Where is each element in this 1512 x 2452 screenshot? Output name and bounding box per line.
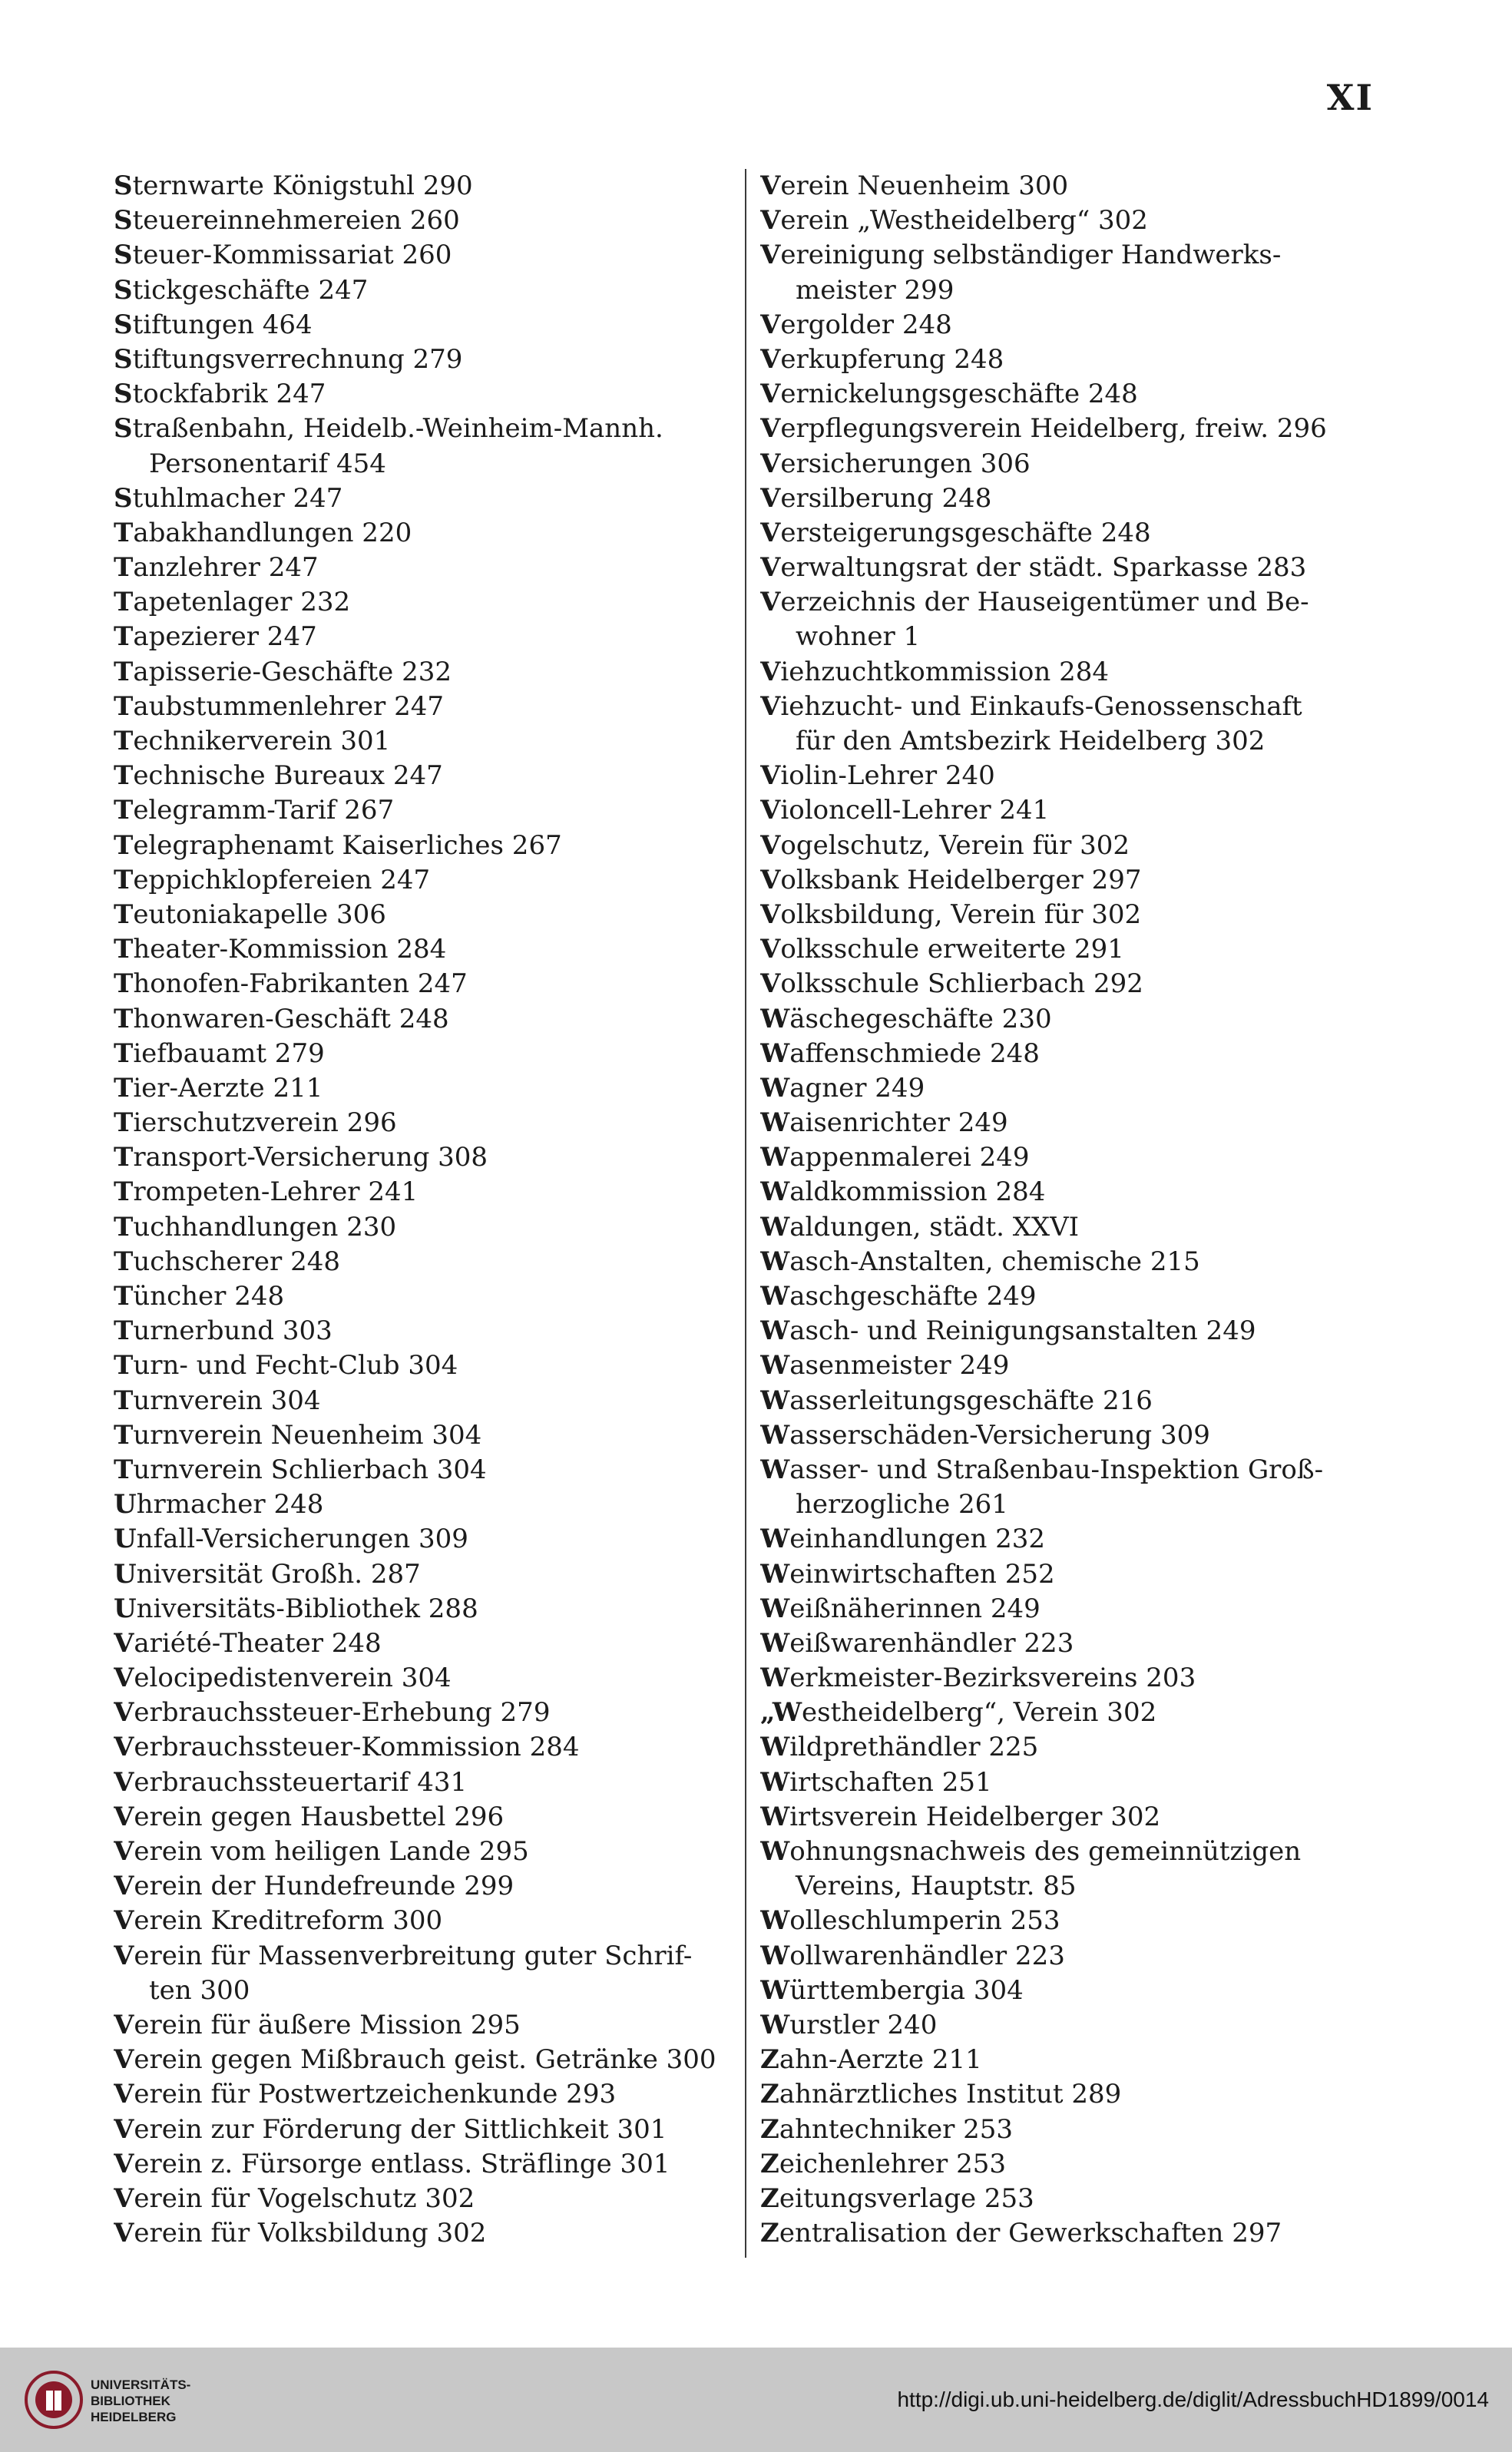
- right-index-column: [760, 169, 1373, 2258]
- left-index-entry: Verein gegen Mißbrauch geist. Getränke 300: [114, 2044, 716, 2076]
- left-index-entry: Uhrmacher 248: [114, 1489, 324, 1521]
- library-name: [91, 2377, 190, 2425]
- right-index-entry: Verkupferung 248: [760, 343, 1004, 375]
- left-index-entry: Steuereinnehmereien 260: [114, 205, 460, 237]
- right-index-entry: Weinhandlungen 232: [760, 1524, 1046, 1555]
- left-index-entry: Stiftungsverrechnung 279: [114, 343, 463, 375]
- right-index-entry: Wohnungsnachweis des gemeinnützigen: [760, 1836, 1302, 1867]
- right-index-entry: Verwaltungsrat der städt. Sparkasse 283: [760, 552, 1307, 584]
- left-index-entry: Stiftungen 464: [114, 309, 313, 340]
- left-index-entry: Verein Kreditreform 300: [114, 1905, 443, 1937]
- left-index-entry: Verein vom heiligen Lande 295: [114, 1836, 529, 1867]
- right-index-entry: Wasch-Anstalten, chemische 215: [760, 1246, 1200, 1277]
- left-index-entry: ten 300: [149, 1974, 250, 2006]
- digitization-footer: [0, 2348, 1512, 2452]
- left-index-entry: Tüncher 248: [114, 1281, 285, 1312]
- left-index-entry: Verein für äußere Mission 295: [114, 2009, 521, 2040]
- left-index-entry: Verein für Massenverbreitung guter Schrif-: [114, 1940, 693, 1971]
- right-index-entry: Weißwarenhändler 223: [760, 1627, 1074, 1659]
- right-index-entry: Verein „Westheidelberg“ 302: [760, 205, 1148, 237]
- right-index-entry: Zeichenlehrer 253: [760, 2148, 1007, 2179]
- page-number: XI: [1326, 77, 1374, 118]
- right-index-entry: Waffenschmiede 248: [760, 1037, 1040, 1069]
- right-index-entry: Volksschule erweiterte 291: [760, 934, 1124, 965]
- left-index-entry: Tier-Aerzte 211: [114, 1072, 323, 1104]
- right-index-entry: Zahntechniker 253: [760, 2113, 1014, 2145]
- library-logo-icon: [23, 2369, 84, 2430]
- left-index-entry: Sternwarte Königstuhl 290: [114, 170, 473, 201]
- left-index-entry: Turnverein Schlierbach 304: [114, 1454, 487, 1485]
- right-index-entry: Wagner 249: [760, 1072, 925, 1104]
- right-index-entry: Württembergia 304: [760, 1974, 1024, 2006]
- right-index-entry: Waisenrichter 249: [760, 1107, 1008, 1139]
- right-index-entry: Volksbank Heidelberger 297: [760, 864, 1142, 895]
- right-index-entry: Waldungen, städt. XXVI: [760, 1211, 1080, 1243]
- left-index-entry: Verein zur Förderung der Sittlichkeit 301: [114, 2113, 667, 2145]
- left-index-entry: Universitäts-Bibliothek 288: [114, 1593, 478, 1624]
- left-index-entry: Tapezierer 247: [114, 621, 317, 653]
- right-index-entry: Versicherungen 306: [760, 448, 1031, 479]
- left-index-entry: Thonofen-Fabrikanten 247: [114, 968, 468, 1000]
- right-index-entry: Wollwarenhändler 223: [760, 1940, 1065, 1971]
- left-index-column: [114, 169, 734, 2258]
- left-index-entry: Verein für Postwertzeichenkunde 293: [114, 2079, 617, 2110]
- left-index-entry: Technikerverein 301: [114, 726, 391, 756]
- source-url-link[interactable]: http://digi.ub.uni-heidelberg.de/diglit/AdressbuchHD1899/0014: [897, 2387, 1489, 2411]
- library-name-line-2: BIBLIOTHEK: [91, 2394, 170, 2408]
- right-index-entry: herzogliche 261: [796, 1489, 1008, 1521]
- left-index-entry: Steuer-Kommissariat 260: [114, 240, 452, 271]
- left-index-entry: Teppichklopfereien 247: [114, 864, 431, 895]
- left-index-entry: Taubstummenlehrer 247: [114, 690, 444, 722]
- right-index-entry: Wäschegeschäfte 230: [760, 1003, 1052, 1034]
- right-index-entry: Wasser- und Straßenbau-Inspektion Groß-: [760, 1454, 1324, 1485]
- left-index-entry: Verein für Volksbildung 302: [114, 2218, 487, 2249]
- right-index-entry: Zentralisation der Gewerkschaften 297: [760, 2218, 1282, 2249]
- right-index-entry: Violin-Lehrer 240: [760, 760, 995, 792]
- column-divider: [745, 169, 746, 2258]
- left-index-entry: Turnerbund 303: [114, 1315, 333, 1347]
- right-index-entry: Wasserleitungsgeschäfte 216: [760, 1385, 1153, 1416]
- left-index-entry: Velocipedistenverein 304: [114, 1663, 452, 1694]
- right-index-entry: Waldkommission 284: [760, 1176, 1046, 1208]
- right-index-entry: Wappenmalerei 249: [760, 1142, 1030, 1173]
- right-index-entry: Zahn-Aerzte 211: [760, 2044, 982, 2076]
- left-index-entry: Thonwaren-Geschäft 248: [114, 1003, 449, 1034]
- left-index-entry: Stuhlmacher 247: [114, 482, 343, 514]
- left-index-entry: Verbrauchssteuertarif 431: [114, 1766, 468, 1798]
- right-index-entry: Vernickelungsgeschäfte 248: [760, 379, 1138, 410]
- right-index-entry: Volksschule Schlierbach 292: [760, 968, 1143, 1000]
- left-index-entry: Teutoniakapelle 306: [114, 898, 386, 930]
- right-index-entry: Verein Neuenheim 300: [760, 170, 1069, 201]
- right-index-entry: Wasch- und Reinigungsanstalten 249: [760, 1315, 1256, 1347]
- right-index-entry: Vereinigung selbständiger Handwerks-: [760, 240, 1282, 271]
- right-index-entry: meister 299: [796, 274, 955, 306]
- left-index-entry: Verein gegen Hausbettel 296: [114, 1801, 505, 1832]
- right-index-entry: Vogelschutz, Verein für 302: [760, 829, 1130, 861]
- right-index-entry: Wasenmeister 249: [760, 1350, 1010, 1382]
- right-index-entry: Wirtsverein Heidelberger 302: [760, 1801, 1161, 1832]
- left-index-entry: Telegraphenamt Kaiserliches 267: [114, 829, 562, 861]
- right-index-entry: Vergolder 248: [760, 309, 952, 340]
- left-index-entry: Tabakhandlungen 220: [114, 517, 412, 548]
- right-index-entry: für den Amtsbezirk Heidelberg 302: [796, 726, 1266, 756]
- right-index-entry: Zeitungsverlage 253: [760, 2182, 1034, 2214]
- left-index-entry: Verein der Hundefreunde 299: [114, 1871, 514, 1902]
- left-index-entry: Turn- und Fecht-Club 304: [114, 1350, 458, 1382]
- left-index-entry: Technische Bureaux 247: [114, 760, 443, 792]
- left-index-entry: Universität Großh. 287: [114, 1558, 421, 1590]
- right-index-entry: „Westheidelberg“, Verein 302: [760, 1697, 1157, 1729]
- left-index-entry: Verein z. Fürsorge entlass. Sträflinge 301: [114, 2148, 670, 2179]
- left-index-entry: Straßenbahn, Heidelb.-Weinheim-Mannh.: [114, 413, 663, 445]
- right-index-entry: Vereins, Hauptstr. 85: [796, 1871, 1077, 1902]
- left-index-entry: Tapisserie-Geschäfte 232: [114, 656, 452, 687]
- right-index-entry: wohner 1: [796, 621, 921, 653]
- left-index-entry: Turnverein 304: [114, 1385, 321, 1416]
- right-index-entry: Viehzucht- und Einkaufs-Genossenschaft: [760, 690, 1302, 722]
- library-name-line-1: UNIVERSITÄTS-: [91, 2378, 191, 2392]
- left-index-entry: Theater-Kommission 284: [114, 934, 447, 965]
- right-index-entry: Weinwirtschaften 252: [760, 1558, 1055, 1590]
- left-index-entry: Tuchscherer 248: [114, 1246, 340, 1277]
- right-index-entry: Wurstler 240: [760, 2009, 938, 2040]
- left-index-entry: Telegramm-Tarif 267: [114, 795, 395, 826]
- index-columns: [114, 169, 1373, 2258]
- right-index-entry: Versilberung 248: [760, 482, 992, 514]
- left-index-entry: Unfall-Versicherungen 309: [114, 1524, 468, 1555]
- right-index-entry: Wolleschlumperin 253: [760, 1905, 1060, 1937]
- left-index-entry: Turnverein Neuenheim 304: [114, 1419, 482, 1451]
- right-index-entry: Volksbildung, Verein für 302: [760, 898, 1142, 930]
- right-index-entry: Viehzuchtkommission 284: [760, 656, 1109, 687]
- left-index-entry: Tierschutzverein 296: [114, 1107, 397, 1139]
- right-index-entry: Weißnäherinnen 249: [760, 1593, 1041, 1624]
- left-index-entry: Verbrauchssteuer-Erhebung 279: [114, 1697, 551, 1729]
- left-index-entry: Stickgeschäfte 247: [114, 274, 369, 306]
- right-index-entry: Violoncell-Lehrer 241: [760, 795, 1050, 826]
- right-index-entry: Wirtschaften 251: [760, 1766, 992, 1798]
- right-index-entry: Werkmeister-Bezirksvereins 203: [760, 1663, 1196, 1694]
- right-index-entry: Wildprethändler 225: [760, 1732, 1039, 1763]
- right-index-entry: Verzeichnis der Hauseigentümer und Be-: [760, 587, 1309, 618]
- left-index-entry: Tuchhandlungen 230: [114, 1211, 397, 1243]
- left-index-entry: Transport-Versicherung 308: [114, 1142, 488, 1173]
- right-index-entry: Zahnärztliches Institut 289: [760, 2079, 1122, 2110]
- left-index-entry: Tiefbauamt 279: [114, 1037, 325, 1069]
- left-index-entry: Verein für Vogelschutz 302: [114, 2182, 475, 2214]
- right-index-entry: Versteigerungsgeschäfte 248: [760, 517, 1151, 548]
- left-index-entry: Trompeten-Lehrer 241: [114, 1176, 419, 1208]
- left-index-entry: Tanzlehrer 247: [114, 552, 319, 584]
- library-name-line-3: HEIDELBERG: [91, 2410, 177, 2424]
- right-index-entry: Waschgeschäfte 249: [760, 1281, 1037, 1312]
- right-index-entry: Verpflegungsverein Heidelberg, freiw. 296: [760, 413, 1327, 445]
- left-index-entry: Tapetenlager 232: [114, 587, 351, 618]
- left-index-entry: Verbrauchssteuer-Kommission 284: [114, 1732, 580, 1763]
- left-index-entry: Variété-Theater 248: [114, 1627, 382, 1659]
- right-index-entry: Wasserschäden-Versicherung 309: [760, 1419, 1210, 1451]
- left-index-entry: Personentarif 454: [149, 448, 386, 479]
- left-index-entry: Stockfabrik 247: [114, 379, 326, 410]
